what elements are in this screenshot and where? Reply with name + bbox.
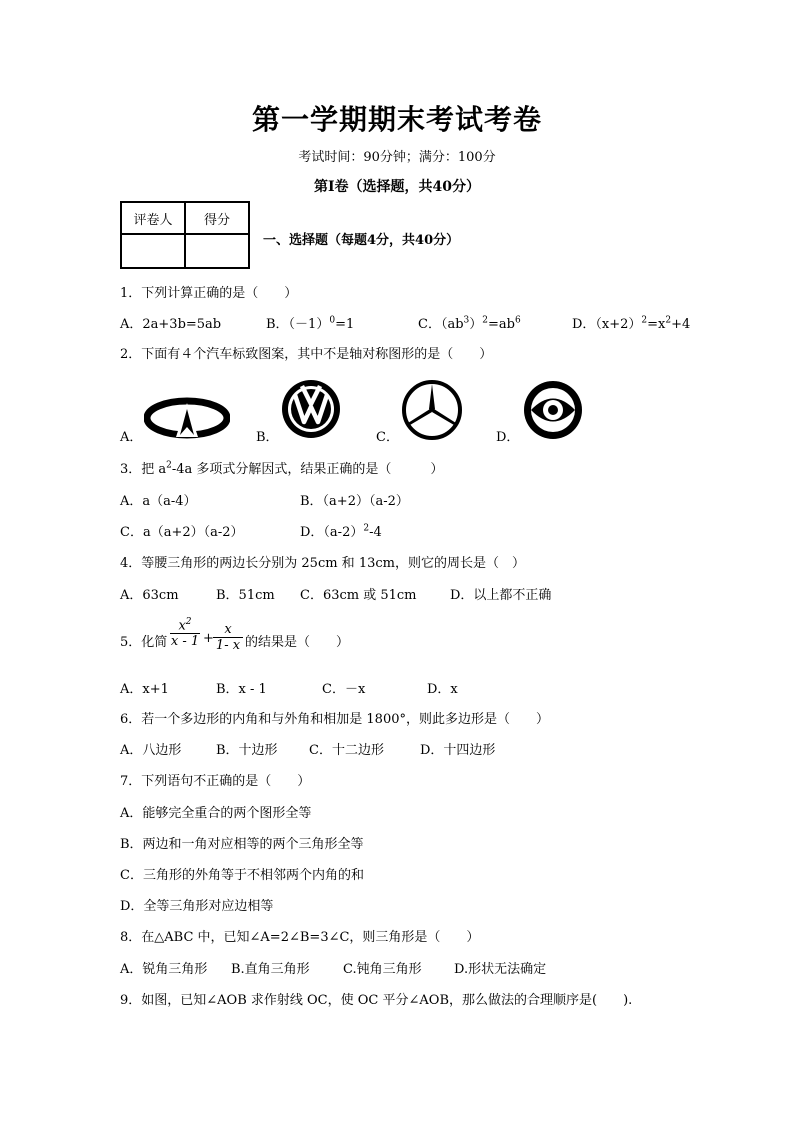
mercedes-logo-icon — [400, 379, 464, 441]
q7-option-a: A．能够完全重合的两个图形全等 — [120, 806, 312, 821]
q6-option-d: D．十四边形 — [420, 743, 496, 758]
q8-stem: 8．在△ABC 中，已知∠A=2∠B=3∠C，则三角形是（ ） — [120, 930, 480, 945]
q1-option-b: B．$(-1)^0=1$ — [266, 315, 355, 332]
q6-option-b: B．十边形 — [216, 743, 278, 758]
q7-option-c: C．三角形的外角等于不相邻两个内角的和 — [120, 868, 364, 883]
q2-option-c: C． — [376, 430, 399, 445]
q4-option-a: A．63cm — [120, 588, 179, 603]
score-table — [120, 201, 250, 269]
q2-option-d: D． — [496, 430, 520, 445]
q1-stem: 1．下列计算正确的是（ ） — [120, 286, 298, 301]
q7-option-b: B．两边和一角对应相等的两个三角形全等 — [120, 837, 364, 852]
q4-stem: 4．等腰三角形的两边长分别为 25cm 和 13cm，则它的周长是（ ） — [120, 556, 525, 571]
q7-stem: 7．下列语句不正确的是（ ） — [120, 774, 311, 789]
score-cell — [185, 234, 249, 268]
q2-option-a: A． — [120, 430, 143, 445]
section-title: 第Ⅰ卷（选择题，共40分） — [313, 179, 481, 195]
q8-option-d: D.形状无法确定 — [454, 962, 547, 977]
volkswagen-logo-icon — [280, 378, 342, 440]
q6-option-a: A．八边形 — [120, 743, 182, 758]
q4-option-d: D．以上都不正确 — [450, 588, 552, 603]
exam-title: 第一学期期末考试考卷 — [251, 103, 542, 136]
q8-option-c: C.钝角三角形 — [343, 962, 422, 977]
q1-option-a: A．2a+3b=5ab — [120, 317, 222, 332]
q8-option-b: B.直角三角形 — [231, 962, 310, 977]
q4-option-b: B．51cm — [216, 588, 275, 603]
q5-option-d: D．x — [427, 682, 458, 697]
q3-stem: 3．把 $a^2-4a$ 多项式分解因式，结果正确的是（ ） — [120, 460, 444, 477]
q5-plus: + — [203, 631, 214, 646]
q7-option-d: D．全等三角形对应边相等 — [120, 899, 274, 914]
exam-info: 考试时间：90分钟；满分：100分 — [298, 150, 496, 165]
q8-option-a: A．锐角三角形 — [120, 962, 208, 977]
q5-option-b: B．x - 1 — [216, 682, 267, 697]
infiniti-logo-icon — [144, 397, 230, 439]
q5-fraction-2: $\frac{x}{1- x}$ — [213, 622, 243, 653]
grader-cell — [121, 234, 185, 268]
q4-option-c: C．63cm 或 51cm — [300, 588, 417, 603]
q3-option-b: B．（a+2）（a-2） — [300, 494, 409, 509]
q9-stem: 9．如图，已知∠AOB 求作射线 OC，使 OC 平分∠AOB，那么做法的合理顺序是( ). — [120, 993, 633, 1008]
q6-stem: 6．若一个多边形的内角和与外角和相加是 1800°，则此多边形是（ ） — [120, 712, 549, 727]
q1-option-d: D．$(x+2)^2=x^2+4$ — [572, 315, 691, 332]
q3-option-a: A．a（a-4） — [120, 494, 197, 509]
q5-fraction-1: $\frac{x^2}{x - 1}$ — [170, 617, 200, 650]
q5-option-a: A．x+1 — [120, 682, 169, 697]
q1-option-c: C．$(ab^3)^2=ab^6$ — [418, 315, 521, 332]
q3-option-d: D．$(a-2)^2-4$ — [300, 523, 382, 540]
q2-option-b: B． — [256, 430, 279, 445]
dongfeng-logo-icon — [520, 379, 586, 441]
part-heading: 一、选择题（每题4分，共40分） — [263, 233, 460, 248]
q5-option-c: C．－x — [322, 682, 366, 697]
q2-stem: 2．下面有４个汽车标致图案，其中不是轴对称图形的是（ ） — [120, 347, 493, 362]
score-header: 得分 — [185, 202, 249, 234]
q5-stem-prefix: 5．化简 — [120, 635, 168, 650]
q6-option-c: C．十二边形 — [309, 743, 384, 758]
grader-header: 评卷人 — [121, 202, 185, 234]
q5-stem-suffix: 的结果是（ ） — [245, 635, 350, 650]
q3-option-c: C．a（a+2）（a-2） — [120, 525, 244, 540]
